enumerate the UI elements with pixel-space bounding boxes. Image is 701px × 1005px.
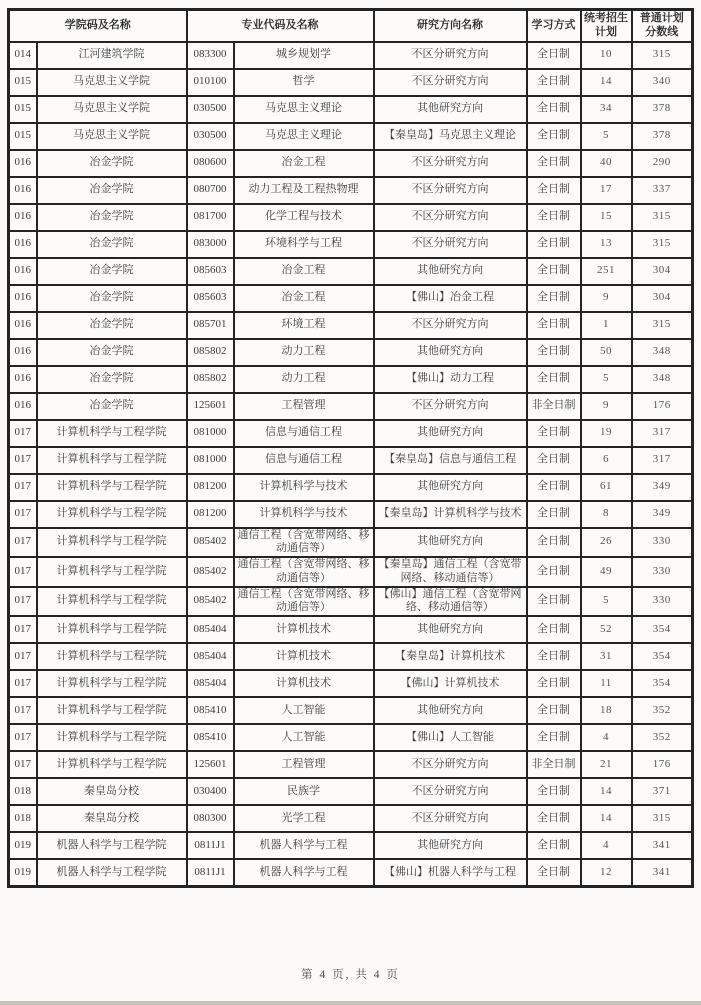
major-code-cell: 085802 bbox=[187, 339, 234, 366]
college-code-cell: 016 bbox=[9, 204, 37, 231]
research-direction-cell: 其他研究方向 bbox=[374, 832, 527, 859]
study-mode-cell: 全日制 bbox=[527, 258, 581, 285]
college-code-cell: 017 bbox=[9, 616, 37, 643]
score-line-cell: 352 bbox=[632, 697, 693, 724]
college-code-cell: 019 bbox=[9, 832, 37, 859]
major-code-cell: 030500 bbox=[187, 123, 234, 150]
major-code-cell: 080600 bbox=[187, 150, 234, 177]
college-code-cell: 016 bbox=[9, 312, 37, 339]
college-name-cell: 冶金学院 bbox=[37, 258, 187, 285]
major-code-cell: 081200 bbox=[187, 501, 234, 528]
major-name-cell: 信息与通信工程 bbox=[234, 420, 374, 447]
enrollment-plan-cell: 40 bbox=[581, 150, 632, 177]
major-code-cell: 0811J1 bbox=[187, 832, 234, 859]
study-mode-cell: 全日制 bbox=[527, 447, 581, 474]
study-mode-cell: 全日制 bbox=[527, 643, 581, 670]
major-code-cell: 081000 bbox=[187, 447, 234, 474]
score-line-cell: 354 bbox=[632, 643, 693, 670]
major-name-cell: 动力工程 bbox=[234, 366, 374, 393]
table-body bbox=[9, 42, 693, 887]
college-code-cell: 016 bbox=[9, 339, 37, 366]
score-line-cell: 317 bbox=[632, 447, 693, 474]
study-mode-cell: 全日制 bbox=[527, 366, 581, 393]
research-direction-cell: 其他研究方向 bbox=[374, 474, 527, 501]
table-row bbox=[9, 96, 693, 123]
college-name-cell: 冶金学院 bbox=[37, 150, 187, 177]
study-mode-cell: 全日制 bbox=[527, 778, 581, 805]
major-name-cell: 计算机技术 bbox=[234, 616, 374, 643]
score-line-cell: 330 bbox=[632, 528, 693, 558]
research-direction-cell: 不区分研究方向 bbox=[374, 312, 527, 339]
table-row bbox=[9, 258, 693, 285]
study-mode-cell: 全日制 bbox=[527, 285, 581, 312]
college-code-cell: 015 bbox=[9, 96, 37, 123]
research-direction-cell: 【佛山】通信工程（含宽带网络、移动通信等） bbox=[374, 587, 527, 617]
major-name-cell: 计算机科学与技术 bbox=[234, 501, 374, 528]
major-code-cell: 125601 bbox=[187, 751, 234, 778]
table-row bbox=[9, 643, 693, 670]
college-code-cell: 017 bbox=[9, 501, 37, 528]
research-direction-cell: 不区分研究方向 bbox=[374, 231, 527, 258]
major-code-cell: 083000 bbox=[187, 231, 234, 258]
major-name-cell: 通信工程（含宽带网络、移动通信等） bbox=[234, 557, 374, 587]
college-name-cell: 机器人科学与工程学院 bbox=[37, 859, 187, 887]
enrollment-plan-cell: 61 bbox=[581, 474, 632, 501]
table-row bbox=[9, 751, 693, 778]
enrollment-plan-cell: 14 bbox=[581, 69, 632, 96]
college-name-cell: 冶金学院 bbox=[37, 312, 187, 339]
major-code-cell: 085404 bbox=[187, 670, 234, 697]
college-name-cell: 冶金学院 bbox=[37, 285, 187, 312]
enrollment-plan-cell: 5 bbox=[581, 366, 632, 393]
table-row bbox=[9, 42, 693, 69]
study-mode-cell: 全日制 bbox=[527, 501, 581, 528]
table-header-row bbox=[9, 10, 693, 42]
score-line-cell: 341 bbox=[632, 832, 693, 859]
research-direction-cell: 其他研究方向 bbox=[374, 339, 527, 366]
research-direction-cell: 【佛山】机器人科学与工程 bbox=[374, 859, 527, 887]
college-code-cell: 017 bbox=[9, 724, 37, 751]
enrollment-plan-cell: 17 bbox=[581, 177, 632, 204]
major-code-cell: 085410 bbox=[187, 724, 234, 751]
college-code-cell: 017 bbox=[9, 447, 37, 474]
score-line-cell: 330 bbox=[632, 587, 693, 617]
table-row bbox=[9, 393, 693, 420]
research-direction-cell: 其他研究方向 bbox=[374, 96, 527, 123]
college-name-cell: 计算机科学与工程学院 bbox=[37, 670, 187, 697]
college-name-cell: 冶金学院 bbox=[37, 177, 187, 204]
table-row bbox=[9, 670, 693, 697]
major-name-cell: 哲学 bbox=[234, 69, 374, 96]
college-code-cell: 014 bbox=[9, 42, 37, 69]
college-code-cell: 018 bbox=[9, 778, 37, 805]
enrollment-plan-cell: 5 bbox=[581, 587, 632, 617]
major-code-cell: 081700 bbox=[187, 204, 234, 231]
enrollment-plan-cell: 6 bbox=[581, 447, 632, 474]
research-direction-cell: 不区分研究方向 bbox=[374, 69, 527, 96]
study-mode-cell: 全日制 bbox=[527, 42, 581, 69]
study-mode-cell: 全日制 bbox=[527, 420, 581, 447]
major-name-cell: 环境科学与工程 bbox=[234, 231, 374, 258]
research-direction-cell: 其他研究方向 bbox=[374, 258, 527, 285]
major-name-cell: 工程管理 bbox=[234, 751, 374, 778]
research-direction-cell: 【佛山】人工智能 bbox=[374, 724, 527, 751]
page-number: 第 4 页, 共 4 页 bbox=[301, 969, 400, 981]
enrollment-plan-cell: 12 bbox=[581, 859, 632, 887]
table-row bbox=[9, 204, 693, 231]
major-name-cell: 工程管理 bbox=[234, 393, 374, 420]
enrollment-plan-cell: 15 bbox=[581, 204, 632, 231]
college-name-cell: 冶金学院 bbox=[37, 366, 187, 393]
college-code-cell: 015 bbox=[9, 69, 37, 96]
major-code-cell: 030400 bbox=[187, 778, 234, 805]
major-name-cell: 环境工程 bbox=[234, 312, 374, 339]
college-name-cell: 计算机科学与工程学院 bbox=[37, 643, 187, 670]
major-code-cell: 010100 bbox=[187, 69, 234, 96]
score-line-cell: 315 bbox=[632, 312, 693, 339]
enrollment-plan-cell: 4 bbox=[581, 724, 632, 751]
major-name-cell: 动力工程 bbox=[234, 339, 374, 366]
study-mode-cell: 全日制 bbox=[527, 859, 581, 887]
study-mode-cell: 全日制 bbox=[527, 474, 581, 501]
score-line-cell: 304 bbox=[632, 285, 693, 312]
major-code-cell: 125601 bbox=[187, 393, 234, 420]
major-name-cell: 机器人科学与工程 bbox=[234, 832, 374, 859]
table-row bbox=[9, 697, 693, 724]
score-line-cell: 176 bbox=[632, 751, 693, 778]
score-line-cell: 315 bbox=[632, 805, 693, 832]
college-name-cell: 计算机科学与工程学院 bbox=[37, 724, 187, 751]
study-mode-cell: 全日制 bbox=[527, 231, 581, 258]
major-code-cell: 080700 bbox=[187, 177, 234, 204]
college-code-cell: 016 bbox=[9, 258, 37, 285]
enrollment-plan-cell: 31 bbox=[581, 643, 632, 670]
score-line-cell: 348 bbox=[632, 366, 693, 393]
score-line-cell: 348 bbox=[632, 339, 693, 366]
major-code-cell: 085402 bbox=[187, 587, 234, 617]
study-mode-cell: 全日制 bbox=[527, 697, 581, 724]
study-mode-cell: 全日制 bbox=[527, 616, 581, 643]
major-code-cell: 030500 bbox=[187, 96, 234, 123]
score-line-cell: 349 bbox=[632, 501, 693, 528]
enrollment-plan-cell: 10 bbox=[581, 42, 632, 69]
research-direction-cell: 【秦皇岛】通信工程（含宽带网络、移动通信等） bbox=[374, 557, 527, 587]
major-name-cell: 计算机技术 bbox=[234, 643, 374, 670]
major-name-cell: 通信工程（含宽带网络、移动通信等） bbox=[234, 587, 374, 617]
major-name-cell: 城乡规划学 bbox=[234, 42, 374, 69]
college-name-cell: 马克思主义学院 bbox=[37, 69, 187, 96]
major-name-cell: 动力工程及工程热物理 bbox=[234, 177, 374, 204]
college-code-cell: 016 bbox=[9, 177, 37, 204]
college-code-cell: 017 bbox=[9, 643, 37, 670]
study-mode-cell: 全日制 bbox=[527, 557, 581, 587]
major-name-cell: 光学工程 bbox=[234, 805, 374, 832]
college-code-cell: 015 bbox=[9, 123, 37, 150]
college-code-cell: 016 bbox=[9, 366, 37, 393]
major-code-cell: 085404 bbox=[187, 616, 234, 643]
major-name-cell: 信息与通信工程 bbox=[234, 447, 374, 474]
research-direction-cell: 不区分研究方向 bbox=[374, 150, 527, 177]
research-direction-cell: 不区分研究方向 bbox=[374, 778, 527, 805]
college-name-cell: 计算机科学与工程学院 bbox=[37, 474, 187, 501]
college-name-cell: 计算机科学与工程学院 bbox=[37, 501, 187, 528]
college-code-cell: 017 bbox=[9, 557, 37, 587]
enrollment-plan-cell: 34 bbox=[581, 96, 632, 123]
study-mode-cell: 全日制 bbox=[527, 670, 581, 697]
score-line-cell: 378 bbox=[632, 96, 693, 123]
major-code-cell: 081000 bbox=[187, 420, 234, 447]
table-row bbox=[9, 312, 693, 339]
table-row bbox=[9, 420, 693, 447]
score-line-cell: 176 bbox=[632, 393, 693, 420]
enrollment-plan-cell: 13 bbox=[581, 231, 632, 258]
study-mode-cell: 全日制 bbox=[527, 150, 581, 177]
major-code-cell: 085404 bbox=[187, 643, 234, 670]
enrollment-plan-cell: 14 bbox=[581, 805, 632, 832]
table-row bbox=[9, 859, 693, 887]
score-line-cell: 317 bbox=[632, 420, 693, 447]
enrollment-plan-cell: 251 bbox=[581, 258, 632, 285]
major-name-cell: 冶金工程 bbox=[234, 150, 374, 177]
enrollment-plan-cell: 21 bbox=[581, 751, 632, 778]
enrollment-plan-cell: 52 bbox=[581, 616, 632, 643]
college-code-cell: 017 bbox=[9, 474, 37, 501]
research-direction-cell: 不区分研究方向 bbox=[374, 42, 527, 69]
study-mode-cell: 全日制 bbox=[527, 96, 581, 123]
score-line-cell: 315 bbox=[632, 231, 693, 258]
major-code-cell: 085402 bbox=[187, 557, 234, 587]
major-name-cell: 计算机技术 bbox=[234, 670, 374, 697]
research-direction-cell: 【秦皇岛】信息与通信工程 bbox=[374, 447, 527, 474]
score-line-cell: 349 bbox=[632, 474, 693, 501]
college-name-cell: 秦皇岛分校 bbox=[37, 778, 187, 805]
score-line-cell: 371 bbox=[632, 778, 693, 805]
enrollment-plan-cell: 9 bbox=[581, 285, 632, 312]
research-direction-cell: 不区分研究方向 bbox=[374, 177, 527, 204]
study-mode-cell: 全日制 bbox=[527, 339, 581, 366]
research-direction-cell: 【佛山】冶金工程 bbox=[374, 285, 527, 312]
study-mode-cell: 全日制 bbox=[527, 177, 581, 204]
research-direction-cell: 【佛山】动力工程 bbox=[374, 366, 527, 393]
score-line-cell: 341 bbox=[632, 859, 693, 887]
study-mode-cell: 非全日制 bbox=[527, 393, 581, 420]
college-name-cell: 计算机科学与工程学院 bbox=[37, 587, 187, 617]
table-row bbox=[9, 778, 693, 805]
college-code-cell: 017 bbox=[9, 697, 37, 724]
research-direction-cell: 其他研究方向 bbox=[374, 528, 527, 558]
score-line-cell: 315 bbox=[632, 204, 693, 231]
table-row bbox=[9, 366, 693, 393]
major-name-cell: 化学工程与技术 bbox=[234, 204, 374, 231]
study-mode-cell: 全日制 bbox=[527, 724, 581, 751]
table-row bbox=[9, 832, 693, 859]
major-name-cell: 人工智能 bbox=[234, 724, 374, 751]
enrollment-plan-cell: 9 bbox=[581, 393, 632, 420]
header-study-mode: 学习方式 bbox=[527, 10, 581, 42]
college-code-cell: 017 bbox=[9, 751, 37, 778]
enrollment-plan-cell: 4 bbox=[581, 832, 632, 859]
college-name-cell: 计算机科学与工程学院 bbox=[37, 447, 187, 474]
enrollment-plan-cell: 50 bbox=[581, 339, 632, 366]
score-line-cell: 354 bbox=[632, 670, 693, 697]
college-name-cell: 计算机科学与工程学院 bbox=[37, 697, 187, 724]
college-name-cell: 秦皇岛分校 bbox=[37, 805, 187, 832]
research-direction-cell: 不区分研究方向 bbox=[374, 393, 527, 420]
table-row bbox=[9, 474, 693, 501]
college-name-cell: 计算机科学与工程学院 bbox=[37, 557, 187, 587]
college-code-cell: 017 bbox=[9, 420, 37, 447]
major-name-cell: 马克思主义理论 bbox=[234, 96, 374, 123]
table-row bbox=[9, 231, 693, 258]
research-direction-cell: 其他研究方向 bbox=[374, 420, 527, 447]
major-code-cell: 085701 bbox=[187, 312, 234, 339]
table-row bbox=[9, 724, 693, 751]
header-score-line: 普通计划分数线 bbox=[632, 10, 693, 42]
enrollment-plan-cell: 49 bbox=[581, 557, 632, 587]
research-direction-cell: 不区分研究方向 bbox=[374, 751, 527, 778]
header-major-code-name: 专业代码及名称 bbox=[187, 10, 374, 42]
enrollment-plan-cell: 26 bbox=[581, 528, 632, 558]
major-name-cell: 通信工程（含宽带网络、移动通信等） bbox=[234, 528, 374, 558]
college-name-cell: 冶金学院 bbox=[37, 393, 187, 420]
table-row bbox=[9, 805, 693, 832]
table-row bbox=[9, 69, 693, 96]
major-code-cell: 081200 bbox=[187, 474, 234, 501]
major-code-cell: 085802 bbox=[187, 366, 234, 393]
table-row bbox=[9, 587, 693, 617]
college-code-cell: 019 bbox=[9, 859, 37, 887]
score-line-cell: 378 bbox=[632, 123, 693, 150]
college-name-cell: 马克思主义学院 bbox=[37, 96, 187, 123]
college-code-cell: 016 bbox=[9, 150, 37, 177]
table-row bbox=[9, 528, 693, 558]
major-code-cell: 085603 bbox=[187, 258, 234, 285]
table-row bbox=[9, 339, 693, 366]
enrollment-plan-cell: 11 bbox=[581, 670, 632, 697]
header-college-code-name: 学院码及名称 bbox=[9, 10, 187, 42]
major-name-cell: 民族学 bbox=[234, 778, 374, 805]
college-code-cell: 016 bbox=[9, 285, 37, 312]
major-code-cell: 085603 bbox=[187, 285, 234, 312]
major-name-cell: 计算机科学与技术 bbox=[234, 474, 374, 501]
major-name-cell: 机器人科学与工程 bbox=[234, 859, 374, 887]
table-row bbox=[9, 557, 693, 587]
major-code-cell: 085410 bbox=[187, 697, 234, 724]
college-name-cell: 计算机科学与工程学院 bbox=[37, 751, 187, 778]
study-mode-cell: 全日制 bbox=[527, 123, 581, 150]
college-code-cell: 016 bbox=[9, 231, 37, 258]
score-line-cell: 352 bbox=[632, 724, 693, 751]
research-direction-cell: 其他研究方向 bbox=[374, 616, 527, 643]
research-direction-cell: 【佛山】计算机技术 bbox=[374, 670, 527, 697]
score-line-cell: 354 bbox=[632, 616, 693, 643]
enrollment-plan-cell: 19 bbox=[581, 420, 632, 447]
college-code-cell: 018 bbox=[9, 805, 37, 832]
college-name-cell: 计算机科学与工程学院 bbox=[37, 420, 187, 447]
college-code-cell: 017 bbox=[9, 528, 37, 558]
college-name-cell: 马克思主义学院 bbox=[37, 123, 187, 150]
research-direction-cell: 不区分研究方向 bbox=[374, 204, 527, 231]
major-code-cell: 080300 bbox=[187, 805, 234, 832]
college-name-cell: 机器人科学与工程学院 bbox=[37, 832, 187, 859]
enrollment-plan-cell: 1 bbox=[581, 312, 632, 339]
college-name-cell: 江河建筑学院 bbox=[37, 42, 187, 69]
research-direction-cell: 不区分研究方向 bbox=[374, 805, 527, 832]
major-code-cell: 085402 bbox=[187, 528, 234, 558]
college-code-cell: 017 bbox=[9, 670, 37, 697]
study-mode-cell: 非全日制 bbox=[527, 751, 581, 778]
major-name-cell: 马克思主义理论 bbox=[234, 123, 374, 150]
major-name-cell: 人工智能 bbox=[234, 697, 374, 724]
major-code-cell: 083300 bbox=[187, 42, 234, 69]
major-name-cell: 冶金工程 bbox=[234, 285, 374, 312]
table-row bbox=[9, 285, 693, 312]
study-mode-cell: 全日制 bbox=[527, 805, 581, 832]
enrollment-plan-cell: 18 bbox=[581, 697, 632, 724]
table-row bbox=[9, 616, 693, 643]
major-code-cell: 0811J1 bbox=[187, 859, 234, 887]
header-enrollment-plan: 统考招生计划 bbox=[581, 10, 632, 42]
admission-score-table bbox=[7, 8, 694, 888]
enrollment-plan-cell: 14 bbox=[581, 778, 632, 805]
header-research-direction: 研究方向名称 bbox=[374, 10, 527, 42]
study-mode-cell: 全日制 bbox=[527, 832, 581, 859]
study-mode-cell: 全日制 bbox=[527, 69, 581, 96]
table-row bbox=[9, 501, 693, 528]
score-line-cell: 340 bbox=[632, 69, 693, 96]
college-name-cell: 冶金学院 bbox=[37, 339, 187, 366]
score-line-cell: 304 bbox=[632, 258, 693, 285]
major-name-cell: 冶金工程 bbox=[234, 258, 374, 285]
college-name-cell: 冶金学院 bbox=[37, 231, 187, 258]
bottom-edge-bar bbox=[0, 1001, 701, 1005]
study-mode-cell: 全日制 bbox=[527, 528, 581, 558]
research-direction-cell: 【秦皇岛】计算机技术 bbox=[374, 643, 527, 670]
research-direction-cell: 【秦皇岛】计算机科学与技术 bbox=[374, 501, 527, 528]
research-direction-cell: 其他研究方向 bbox=[374, 697, 527, 724]
table-row bbox=[9, 123, 693, 150]
study-mode-cell: 全日制 bbox=[527, 204, 581, 231]
research-direction-cell: 【秦皇岛】马克思主义理论 bbox=[374, 123, 527, 150]
score-line-cell: 290 bbox=[632, 150, 693, 177]
study-mode-cell: 全日制 bbox=[527, 312, 581, 339]
college-name-cell: 计算机科学与工程学院 bbox=[37, 528, 187, 558]
study-mode-cell: 全日制 bbox=[527, 587, 581, 617]
table-row bbox=[9, 447, 693, 474]
enrollment-plan-cell: 8 bbox=[581, 501, 632, 528]
score-line-cell: 330 bbox=[632, 557, 693, 587]
enrollment-plan-cell: 5 bbox=[581, 123, 632, 150]
score-line-cell: 337 bbox=[632, 177, 693, 204]
table-row bbox=[9, 177, 693, 204]
table-row bbox=[9, 150, 693, 177]
college-code-cell: 016 bbox=[9, 393, 37, 420]
score-line-cell: 315 bbox=[632, 42, 693, 69]
college-name-cell: 冶金学院 bbox=[37, 204, 187, 231]
college-code-cell: 017 bbox=[9, 587, 37, 617]
college-name-cell: 计算机科学与工程学院 bbox=[37, 616, 187, 643]
